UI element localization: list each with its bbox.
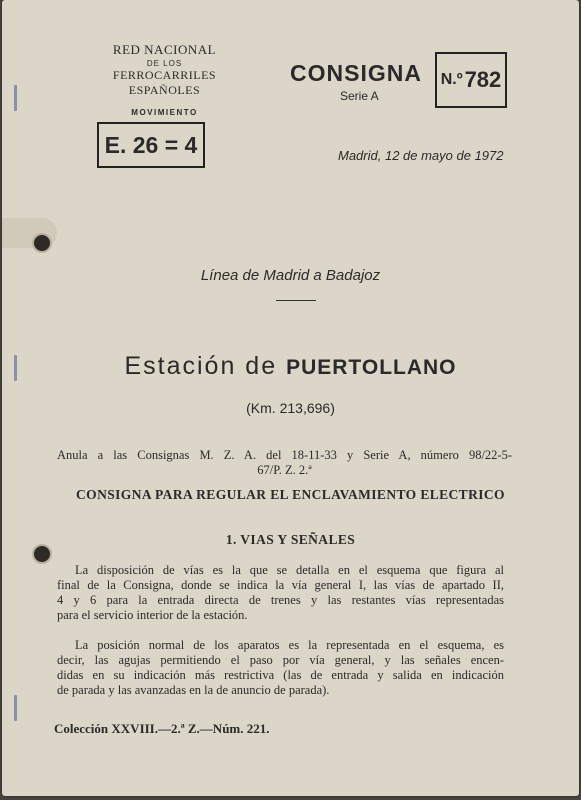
department: MOVIMIENTO: [131, 108, 198, 117]
consigna-title: CONSIGNA: [290, 60, 422, 86]
paragraph-line: 4 y 6 para la entrada directa de trenes y las restantes vías representadas: [57, 593, 504, 607]
org-line3: FERROCARRILES ESPAÑOLES: [112, 68, 217, 97]
consigna-number: 782: [464, 67, 502, 92]
paragraph-1: [57, 563, 504, 623]
document-page: [2, 0, 579, 796]
annulment-line: 67/P. Z. 2.ª: [257, 463, 312, 477]
number-box: [435, 52, 507, 108]
station-prefix: Estación de: [124, 352, 278, 380]
document-date: Madrid, 12 de mayo de 1972: [338, 148, 504, 163]
paragraph-2: [57, 638, 504, 698]
punch-hole: [32, 233, 52, 253]
divider: [276, 300, 316, 301]
station-km: (Km. 213,696): [246, 400, 335, 416]
staple: [14, 85, 17, 111]
document-title: CONSIGNA PARA REGULAR EL ENCLAVAMIENTO ELECTRICO: [76, 487, 505, 502]
paragraph-line: didas en su indicación más restrictiva (las de entrada y salida en indicación: [57, 668, 504, 682]
serie-label: Serie A: [340, 89, 379, 103]
staple: [14, 695, 17, 721]
code-box: E. 26 = 4: [97, 122, 205, 168]
paragraph-line: La disposición de vías es la que se detalla en el esquema que figura al: [75, 563, 504, 577]
line-title: Línea de Madrid a Badajoz: [200, 267, 381, 284]
annulment-note: [57, 448, 512, 478]
number-prefix: N.º: [440, 71, 463, 88]
paragraph-line: de parada y las avanzadas en la de anuncio de parada).: [57, 683, 330, 697]
collection-footer: Colección XXVIII.—2.ª Z.—Núm. 221.: [54, 721, 270, 736]
paragraph-line: final de la Consigna, donde se indica la vía general I, las vías de apartado II,: [57, 578, 504, 592]
paragraph-line: para el servicio interior de la estación.: [57, 608, 248, 622]
annulment-line: Anula a las Consignas M. Z. A. del 18-11-33 y Serie A, número 98/22-5-: [57, 448, 512, 462]
org-line2: DE LOS: [146, 59, 183, 68]
paragraph-line: La posición normal de los aparatos es la representada en el esquema, es: [75, 638, 504, 652]
org-line1: RED NACIONAL: [112, 42, 217, 57]
organization-header: [77, 42, 252, 117]
station-name: PUERTOLLANO: [286, 356, 457, 379]
paragraph-line: decir, las agujas permitiendo el paso por vía general, y las señales encen-: [57, 653, 504, 667]
section-heading: 1. VIAS Y SEÑALES: [225, 532, 356, 547]
station-title: [2, 352, 579, 381]
